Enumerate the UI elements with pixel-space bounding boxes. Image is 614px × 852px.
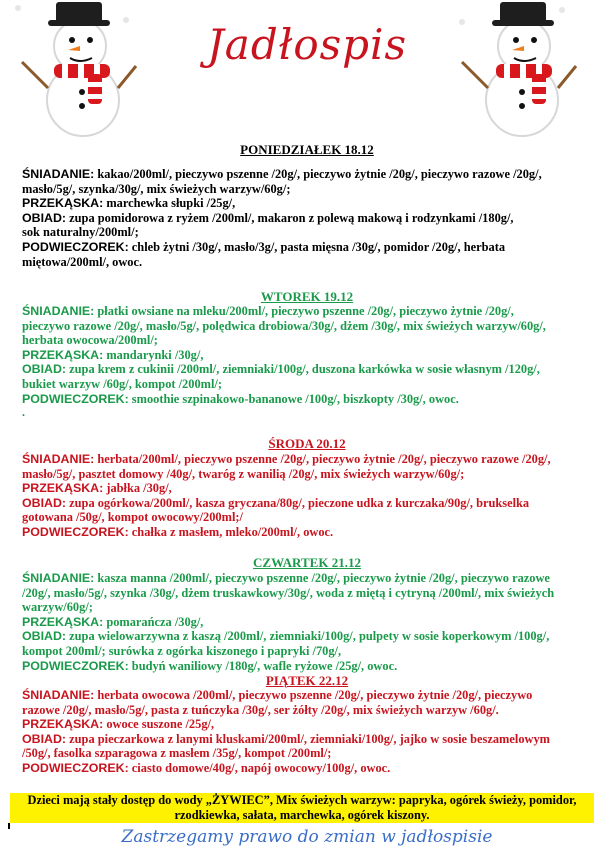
- meal-line: ŚNIADANIE: herbata owocowa /200ml/, pieczywo pszenne /20g/, pieczywo żytnie /20g/, pieczywo: [22, 688, 533, 702]
- menu-change-disclaimer: Zastrzegamy prawo do zmian w jadłospisie: [121, 827, 493, 847]
- meal-line: /20g/, masło/5g/, szynka /30g/, dżem truskawkowy/30g/, woda z miętą i cytryną /200ml/, mix świeżych: [22, 585, 555, 600]
- meal-line: ŚNIADANIE: płatki owsiane na mleku/200ml/, pieczywo pszenne /20g/, pieczywo żytnie /20g/,: [22, 304, 514, 318]
- meal-line: PODWIECZOREK: smoothie szpinakowo-bananowe /100g/, biszkopty /30g/, owoc.: [22, 391, 459, 406]
- meal-line: razowe /20g/, masło/5g/, pasta z tuńczyka /30g/, ser żółty /20g/, mix świeżych warzyw /60g/.: [22, 702, 499, 717]
- meal-line: PODWIECZOREK: budyń waniliowy /180g/, wafle ryżowe /25g/, owoc.: [22, 658, 398, 673]
- day-heading-monday: PONIEDZIAŁEK 18.12: [240, 142, 374, 157]
- meal-line: OBIAD: zupa pomidorowa z ryżem /200ml/, makaron z polewą makową i rodzynkami /180g/,: [22, 210, 514, 225]
- day-heading-friday: PIĄTEK 22.12: [265, 673, 349, 688]
- meal-line: PODWIECZOREK: ciasto domowe/40g/, napój owocowy/100g/, owoc.: [22, 760, 391, 775]
- trailing-dot: .: [22, 405, 25, 419]
- meal-line: PRZEKĄSKA: mandarynki /30g/,: [22, 347, 204, 362]
- meal-line: PODWIECZOREK: chleb żytni /30g/, masło/3g/, pasta mięsna /30g/, pomidor /20g/, herbata: [22, 239, 506, 254]
- meal-line: kompot 200ml/; surówka z ogórka kiszonego i papryki /70g/,: [22, 643, 342, 658]
- day-menu-tuesday: [22, 304, 578, 406]
- meal-line: bukiet warzyw /60g/, kompot /200ml/;: [22, 376, 222, 391]
- meal-line: ŚNIADANIE: kasza manna /200ml/, pieczywo pszenne /20g/, pieczywo żytnie /20g/, pieczywo razowe: [22, 571, 550, 585]
- day-heading-thursday: CZWARTEK 21.12: [253, 555, 361, 570]
- day-menu-wednesday: [22, 452, 578, 540]
- meal-line: herbata owocowa/200ml/;: [22, 333, 158, 348]
- day-menu-friday: [22, 688, 578, 776]
- meal-line: masło/5g/, szynka/30g/, mix świeżych warzyw/60g/;: [22, 181, 291, 196]
- meal-line: /50g/, fasolka szparagowa z masłem /35g/, kompot /200ml/;: [22, 746, 332, 761]
- meal-line: PRZEKĄSKA: pomarańcza /30g/,: [22, 614, 204, 629]
- meal-line: PRZEKĄSKA: jabłka /30g/,: [22, 481, 172, 496]
- day-menu-monday: [22, 167, 578, 269]
- meal-line: ŚNIADANIE: herbata/200ml/, pieczywo pszenne /20g/, pieczywo żytnie /20g/, pieczywo razowe /20g/,: [22, 452, 551, 466]
- meal-line: pieczywo razowe /20g/, masło/5g/, polędwica drobiowa/30g/, dżem /30g/, mix świeżych warzyw/60g/,: [22, 318, 546, 333]
- day-heading-tuesday: WTOREK 19.12: [260, 289, 354, 304]
- meal-line: PODWIECZOREK: chałka z masłem, mleko/200ml/, owoc.: [22, 524, 334, 539]
- day-heading-wednesday: ŚRODA 20.12: [268, 436, 346, 451]
- meal-line: OBIAD: zupa pieczarkowa z lanymi kluskami/200ml/, ziemniaki/100g/, jajko w sosie beszamelowym: [22, 731, 550, 746]
- water-availability-note: Dzieci mają stały dostęp do wody „ŻYWIEC”, Mix świeżych warzyw: papryka, ogórek świeży, pomidor, rzodkiewka, sałata, marchewka, ogórek kiszony.: [10, 793, 594, 823]
- meal-line: PRZEKĄSKA: marchewka słupki /25g/,: [22, 196, 236, 211]
- day-menu-thursday: [22, 571, 578, 673]
- meal-line: miętowa/200ml/, owoc.: [22, 254, 143, 269]
- meal-line: masło/5g/, pasztet domowy /40g/, twaróg z wanilią /20g/, mix świeżych warzyw/60g/;: [22, 466, 465, 481]
- meal-line: PRZEKĄSKA: owoce suszone /25g/,: [22, 717, 215, 732]
- meal-line: warzyw/60g/;: [22, 600, 93, 615]
- meal-line: sok naturalny/200ml/;: [22, 225, 139, 240]
- meal-line: OBIAD: zupa ogórkowa/200ml/, kasza gryczana/80g/, pieczone udka z kurczaka/90g/, brukselka: [22, 495, 530, 510]
- meal-line: ŚNIADANIE: kakao/200ml/, pieczywo pszenne /20g/, pieczywo żytnie /20g/, pieczywo razowe /20g/,: [22, 167, 542, 181]
- meal-line: gotowana /50g/, kompot owocowy/200ml;/: [22, 510, 243, 525]
- page-title: Jadłospis: [206, 20, 408, 69]
- meal-line: OBIAD: zupa wielowarzywna z kaszą /200ml/, ziemniaki/100g/, pulpety w sosie koperkowym /100g/,: [22, 629, 550, 644]
- meal-line: OBIAD: zupa krem z cukinii /200ml/, ziemniaki/100g/, duszona karkówka w sosie własnym /120g/,: [22, 362, 540, 377]
